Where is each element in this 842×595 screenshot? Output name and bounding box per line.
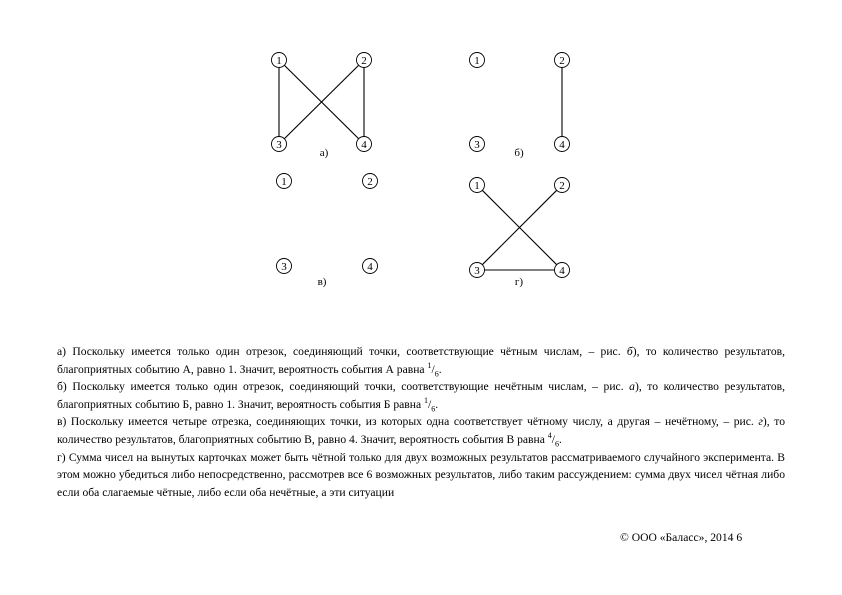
- paragraph-a: а) Поскольку имеется только один отрезок, соединяющий точки, соответствующие чётным числам, – рис. б), то количество результатов, благоприятных событию А, равно 1. Значит, вероятность события А равна $^1/_6$.: [57, 345, 785, 378]
- figure-caption: а): [319, 147, 329, 159]
- svg-text:1: 1: [474, 55, 480, 67]
- svg-text:4: 4: [361, 139, 367, 151]
- node-2: [555, 178, 570, 193]
- svg-text:4: 4: [559, 265, 565, 277]
- figure-v: [277, 174, 378, 289]
- node-2: [363, 174, 378, 189]
- node-1: [277, 174, 292, 189]
- solution-text: [57, 343, 785, 501]
- copyright-footer: © ООО «Баласс», 2014 6: [620, 531, 743, 544]
- svg-text:4: 4: [559, 139, 565, 151]
- svg-text:4: 4: [367, 261, 373, 273]
- svg-text:2: 2: [361, 55, 367, 67]
- figure-b: [470, 53, 570, 160]
- svg-text:1: 1: [276, 55, 282, 67]
- node-1: [272, 53, 287, 68]
- svg-text:3: 3: [474, 265, 480, 277]
- node-4: [555, 263, 570, 278]
- svg-text:2: 2: [367, 176, 373, 188]
- node-3: [272, 137, 287, 152]
- node-1: [470, 53, 485, 68]
- svg-text:2: 2: [559, 55, 565, 67]
- figure-caption: г): [514, 276, 524, 288]
- svg-text:3: 3: [474, 139, 480, 151]
- svg-text:2: 2: [559, 180, 565, 192]
- svg-text:3: 3: [281, 261, 287, 273]
- figure-caption: б): [514, 147, 524, 159]
- node-4: [555, 137, 570, 152]
- node-3: [277, 259, 292, 274]
- node-3: [470, 137, 485, 152]
- svg-text:1: 1: [474, 180, 480, 192]
- svg-text:1: 1: [281, 176, 287, 188]
- paragraph-b: б) Поскольку имеется только один отрезок, соединяющий точки, соответствующие нечётным числам, – рис. а), то количество результатов, благоприятных событию Б, равно 1. Значит, вероятность события Б равна $^1/_6$.: [57, 380, 785, 414]
- node-4: [363, 259, 378, 274]
- node-4: [357, 137, 372, 152]
- figure-g: [470, 178, 570, 289]
- paragraph-v: в) Поскольку имеется четыре отрезка, соединяющих точки, из которых одна соответствует чётному числу, а другая – нечётному, – рис. г), то количество результатов, благоприятных событию В, равно 4. Значит, вероятность события В равна $^4/_6$.: [57, 415, 785, 449]
- node-2: [357, 53, 372, 68]
- svg-text:3: 3: [276, 139, 282, 151]
- node-3: [470, 263, 485, 278]
- node-1: [470, 178, 485, 193]
- figure-a: [272, 53, 372, 160]
- node-2: [555, 53, 570, 68]
- figure-caption: в): [317, 276, 327, 288]
- paragraph-g: г) Сумма чисел на вынутых карточках может быть чётной только для двух возможных результатов рассматриваемого случайного эксперимента. В этом можно убедиться либо непосредственно, рассмотрев все 6 возможных результатов, либо таким рассуждением: сумма двух чисел чётная либо если оба слагаемые чётные, либо если оба нечётные, а эти ситуации: [57, 450, 785, 499]
